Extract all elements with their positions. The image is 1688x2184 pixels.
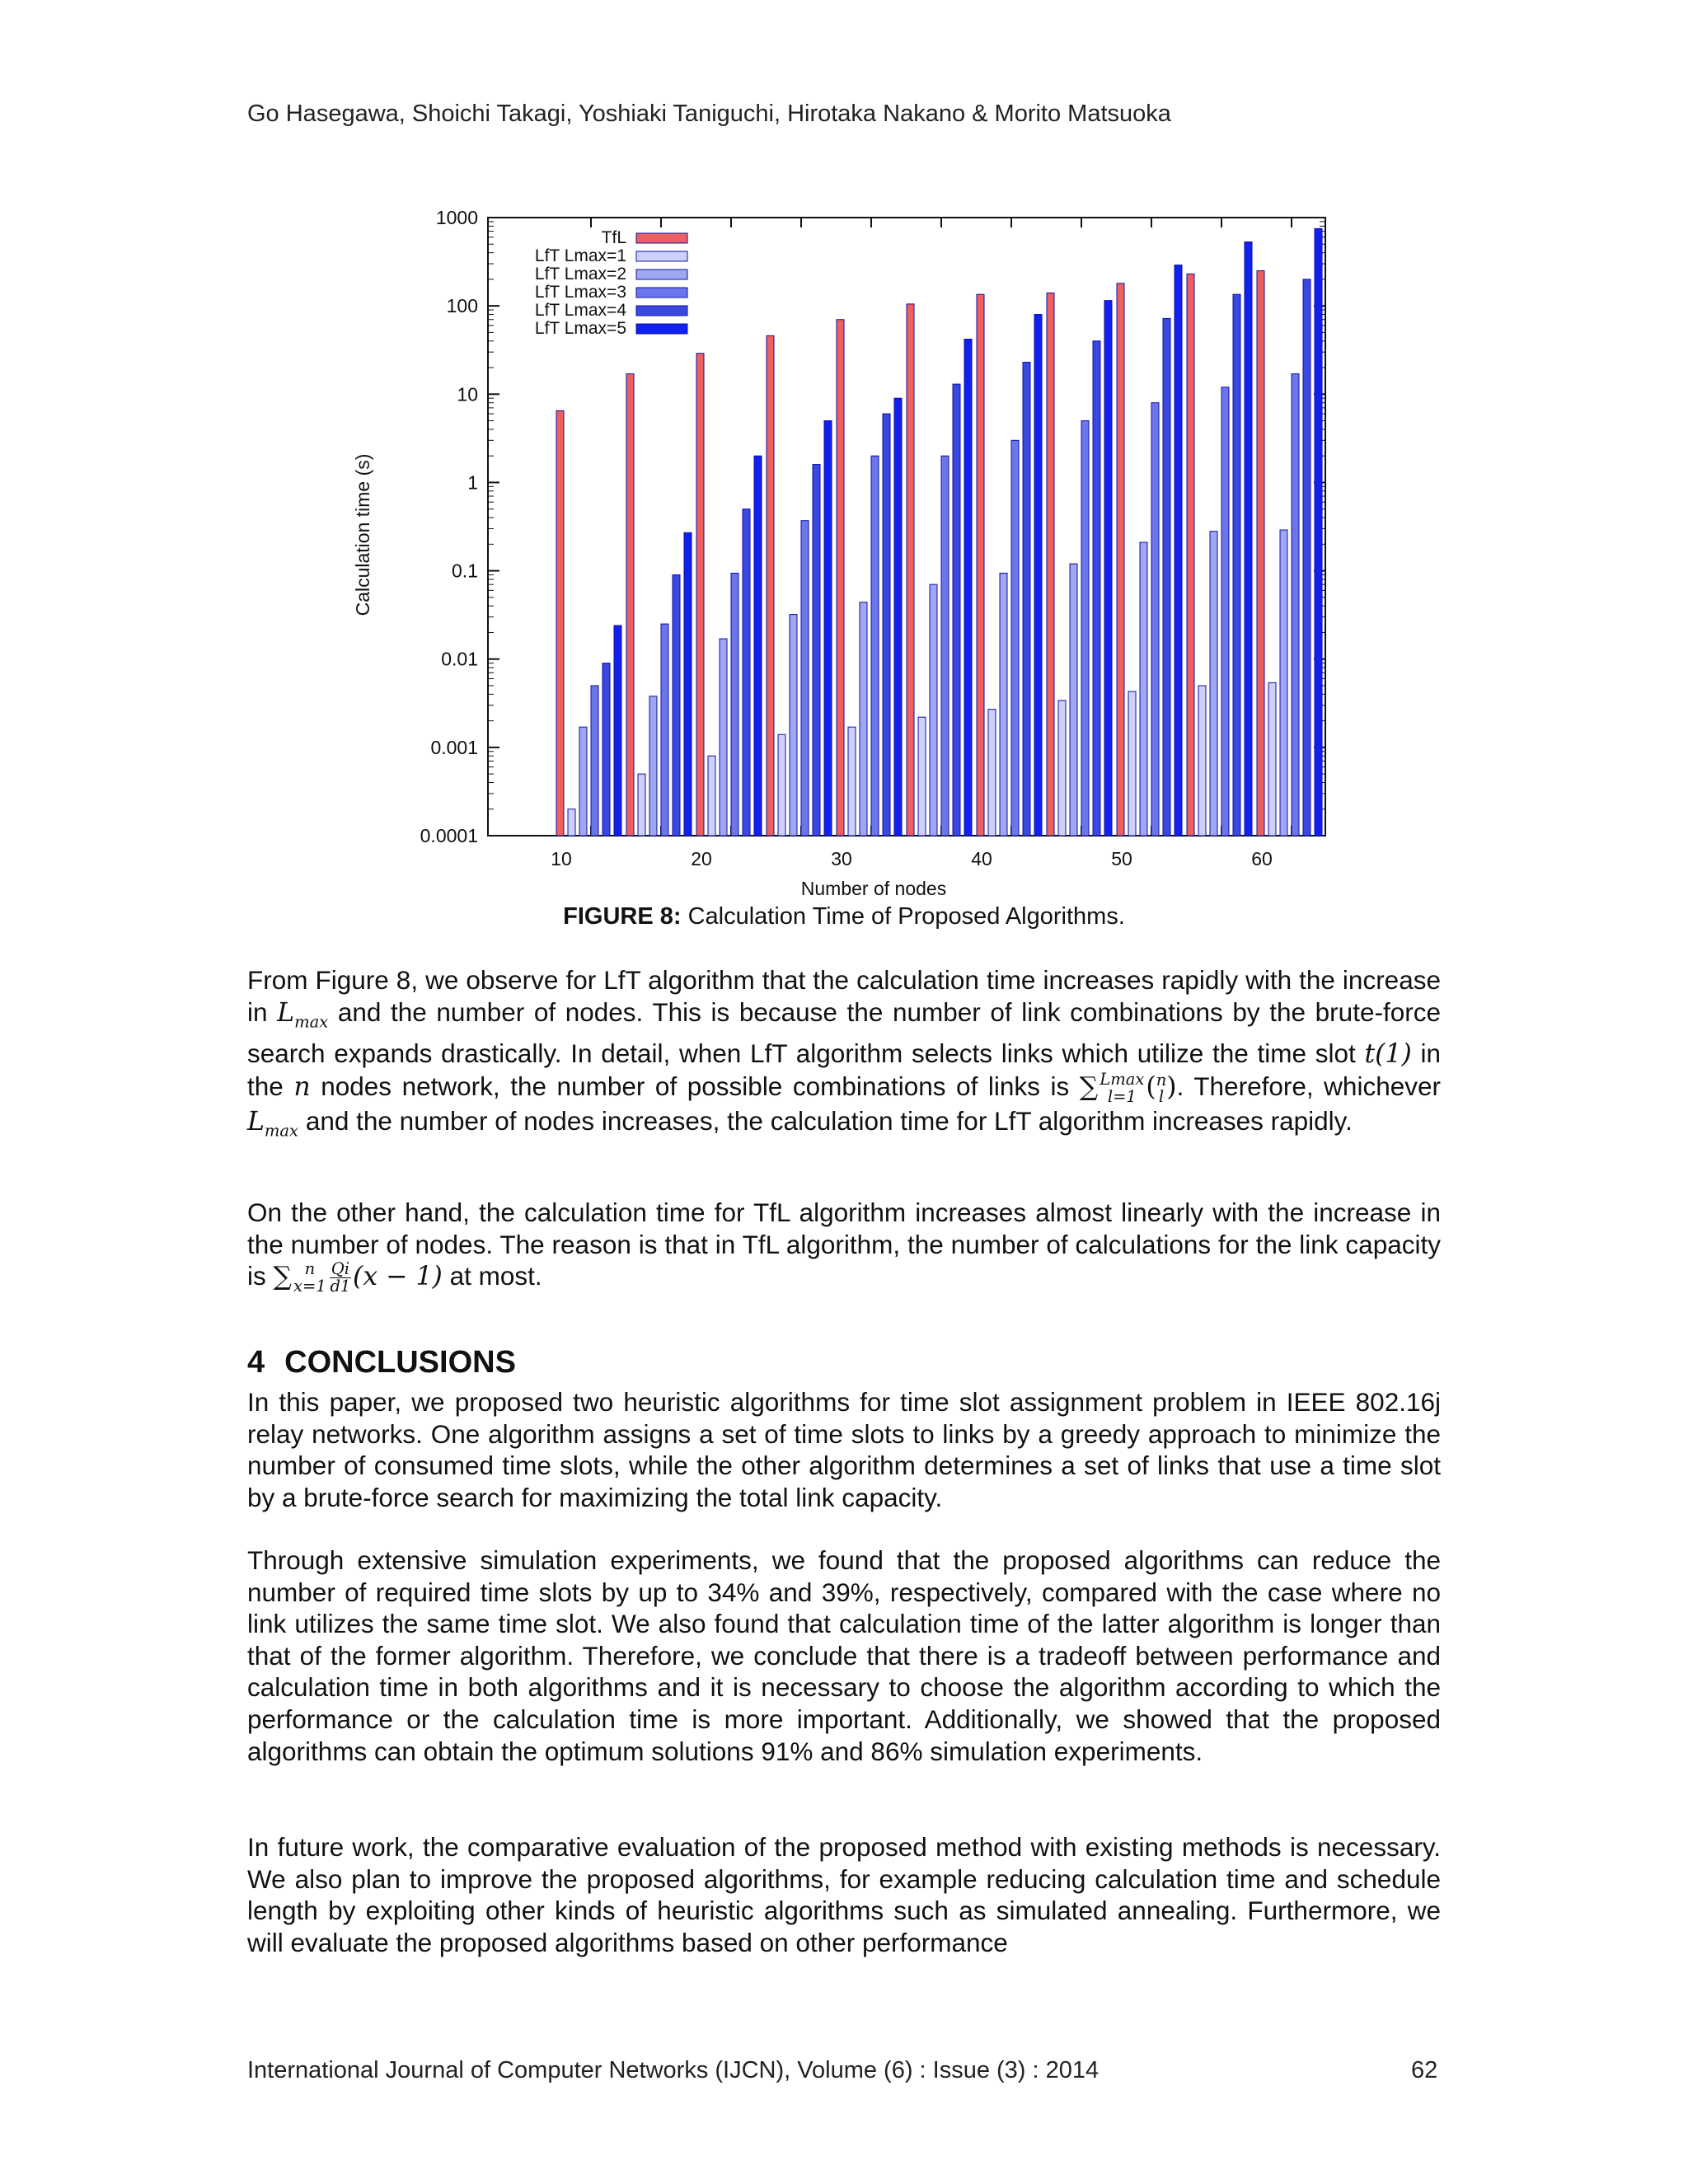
math-sum-binom: ∑ Lmax l=1 ( n l ): [1079, 1070, 1177, 1106]
bar: [638, 774, 645, 836]
section-heading: 4 CONCLUSIONS: [247, 1345, 516, 1380]
bar: [1221, 387, 1229, 836]
bar: [860, 602, 867, 836]
legend-label: LfT Lmax=2: [534, 265, 626, 284]
bar: [1104, 301, 1112, 836]
bar: [649, 696, 657, 836]
bar: [1268, 682, 1276, 836]
bar: [894, 398, 902, 836]
x-tick-label: 30: [831, 848, 852, 869]
y-tick-label: 0.1: [452, 560, 478, 582]
bar: [848, 727, 856, 836]
bar: [1187, 274, 1194, 836]
bar: [988, 710, 996, 836]
legend-swatch: [636, 269, 687, 279]
bar: [1070, 564, 1077, 836]
bar: [556, 410, 564, 836]
legend-label: LfT Lmax=5: [534, 319, 626, 338]
x-tick-label: 50: [1111, 848, 1132, 869]
bar: [684, 532, 692, 836]
bar: [1163, 318, 1170, 836]
bar: [801, 521, 809, 836]
bar: [603, 663, 610, 836]
bar: [708, 756, 715, 836]
bar: [731, 573, 738, 836]
bar: [1292, 374, 1299, 836]
bar: [626, 374, 634, 836]
math-lmax: $L_{max}$: [277, 997, 329, 1031]
p1-text-c: in the: [247, 1038, 1441, 1102]
bar: [964, 340, 972, 836]
bar: [673, 574, 680, 836]
p1-text-d: nodes network, the number of possible combinations of links is: [310, 1071, 1080, 1102]
y-tick-label: 0.001: [430, 736, 478, 758]
legend-swatch: [636, 233, 687, 243]
figure-caption-label: FIGURE 8:: [563, 903, 682, 930]
bar: [883, 414, 890, 836]
bar: [1175, 265, 1182, 836]
bar: [591, 686, 598, 836]
bar: [1023, 363, 1030, 836]
legend-swatch: [636, 251, 687, 261]
page-number: 62: [1411, 2057, 1438, 2083]
p1-text-a: From Figure 8, we observe for LfT algorithm that the calculation time increases rapidly with the increase in: [247, 965, 1441, 1027]
footer-journal: International Journal of Computer Networks (IJCN), Volume (6) : Issue (3) : 2014: [247, 2057, 1100, 2083]
bar: [1011, 440, 1019, 836]
bar: [907, 304, 914, 836]
figure-caption: [0, 903, 1688, 930]
x-tick-label: 40: [971, 848, 992, 869]
bar: [1117, 284, 1124, 836]
p1-text-b: and the number of nodes. This is because the number of link combinations by the brute-force search expands drastically. In detail, when LfT algorithm selects links which utilize the time slot: [247, 996, 1441, 1069]
bar: [568, 809, 575, 836]
legend-label: LfT Lmax=1: [534, 246, 626, 265]
bar: [614, 626, 621, 836]
bar: [1303, 279, 1311, 836]
y-tick-label: 100: [446, 295, 478, 317]
bar: [1198, 686, 1206, 836]
bar: [1128, 691, 1136, 836]
bar: [977, 294, 984, 836]
bar: [1280, 530, 1287, 836]
bar: [720, 639, 727, 836]
bar: [1140, 542, 1147, 836]
y-tick-label: 0.0001: [420, 825, 478, 846]
x-axis-label: Number of nodes: [800, 878, 947, 899]
x-tick-label: 10: [551, 848, 572, 869]
math-lmax-2: $L_{max}$: [247, 1107, 299, 1141]
bar: [1058, 701, 1066, 836]
paragraph-3: In this paper, we proposed two heuristic algorithms for time slot assignment problem in IEEE 802.16j relay networks. One algorithm assigns a set of time slots to links by a greedy approach to minimize the number of consumed time slots, while the other algorithm determines a set of links that use a time slot by a brute-force search for maximizing the total link capacity.: [247, 1387, 1441, 1512]
calculation-time-chart: [346, 198, 1368, 907]
bar: [754, 456, 762, 836]
bar: [1257, 271, 1264, 836]
bar: [1151, 403, 1159, 836]
bar: [930, 584, 937, 836]
x-tick-label: 20: [691, 848, 712, 869]
bar: [1210, 532, 1217, 836]
paragraph-5: In future work, the comparative evaluation of the proposed method with existing methods is necessary. We also plan to improve the proposed algorithms, for example reducing calculation time and schedule length by exploiting other kinds of heuristic algorithms such as simulated annealing. Furthermore, we will evaluate the proposed algorithms based on other performance: [247, 1832, 1441, 1957]
paragraph-1: [247, 964, 1441, 1147]
bar: [1315, 228, 1322, 836]
figure-caption-text: Calculation Time of Proposed Algorithms.: [681, 903, 1125, 930]
y-axis-label: Calculation time (s): [352, 453, 373, 616]
bar: [1245, 242, 1252, 836]
x-tick-label: 60: [1251, 848, 1273, 869]
p2-text-a: On the other hand, the calculation time for TfL algorithm increases almost linearly with the increase in the number of nodes. The reason is that in TfL algorithm, the number of calculations for the link capacity is: [247, 1197, 1441, 1291]
bar: [1093, 341, 1100, 836]
bar: [941, 456, 949, 836]
bar: [790, 615, 797, 836]
bar: [579, 727, 587, 836]
bar: [696, 354, 704, 836]
p2-text-b: at most.: [442, 1261, 542, 1291]
bar: [824, 421, 832, 836]
legend-label: LfT Lmax=3: [534, 283, 626, 302]
legend-swatch: [636, 306, 687, 316]
y-tick-label: 10: [457, 383, 478, 405]
paragraph-2: [247, 1197, 1441, 1296]
legend-label: LfT Lmax=4: [534, 301, 626, 320]
legend-swatch: [636, 324, 687, 334]
p1-text-e: . Therefore, whichever: [1176, 1071, 1441, 1102]
y-tick-label: 0.01: [441, 648, 478, 670]
math-sum-frac: ∑ n x=1 $\frac{Qi}{d1}$ (x − 1): [273, 1258, 443, 1296]
bar: [837, 320, 844, 836]
running-header: Go Hasegawa, Shoichi Takagi, Yoshiaki Taniguchi, Hirotaka Nakano & Morito Matsuoka: [247, 101, 1171, 127]
y-tick-label: 1000: [435, 207, 478, 228]
y-tick-label: 1: [467, 471, 478, 494]
math-n: n: [293, 1072, 311, 1103]
bar: [1081, 421, 1089, 836]
bar: [918, 717, 926, 836]
bar: [1000, 573, 1007, 836]
paragraph-4: Through extensive simulation experiments, we found that the proposed algorithms can reduce the number of required time slots by up to 34% and 39%, respectively, compared with the case where no link utilizes the same time slot. We also found that calculation time of the latter algorithm is longer than that of the former algorithm. Therefore, we conclude that there is a tradeoff between performance and calculation time in both algorithms and it is necessary to choose the algorithm according to which the performance or the calculation time is more important. Additionally, we showed that the proposed algorithms can obtain the optimum solutions 91% and 86% simulation experiments.: [247, 1545, 1441, 1766]
bar: [1034, 315, 1042, 836]
bar: [1233, 294, 1240, 836]
math-t1: t(1): [1364, 1039, 1412, 1070]
bar: [1047, 293, 1054, 836]
p1-text-f: and the number of nodes increases, the calculation time for LfT algorithm increases rapidly.: [298, 1106, 1353, 1137]
bar: [661, 624, 668, 836]
legend-swatch: [636, 288, 687, 298]
bar: [767, 335, 774, 836]
bar: [743, 509, 750, 836]
bar: [871, 456, 879, 836]
bar: [813, 465, 820, 836]
legend-label: TfL: [601, 228, 626, 247]
bar: [953, 384, 960, 836]
bar: [778, 734, 785, 836]
